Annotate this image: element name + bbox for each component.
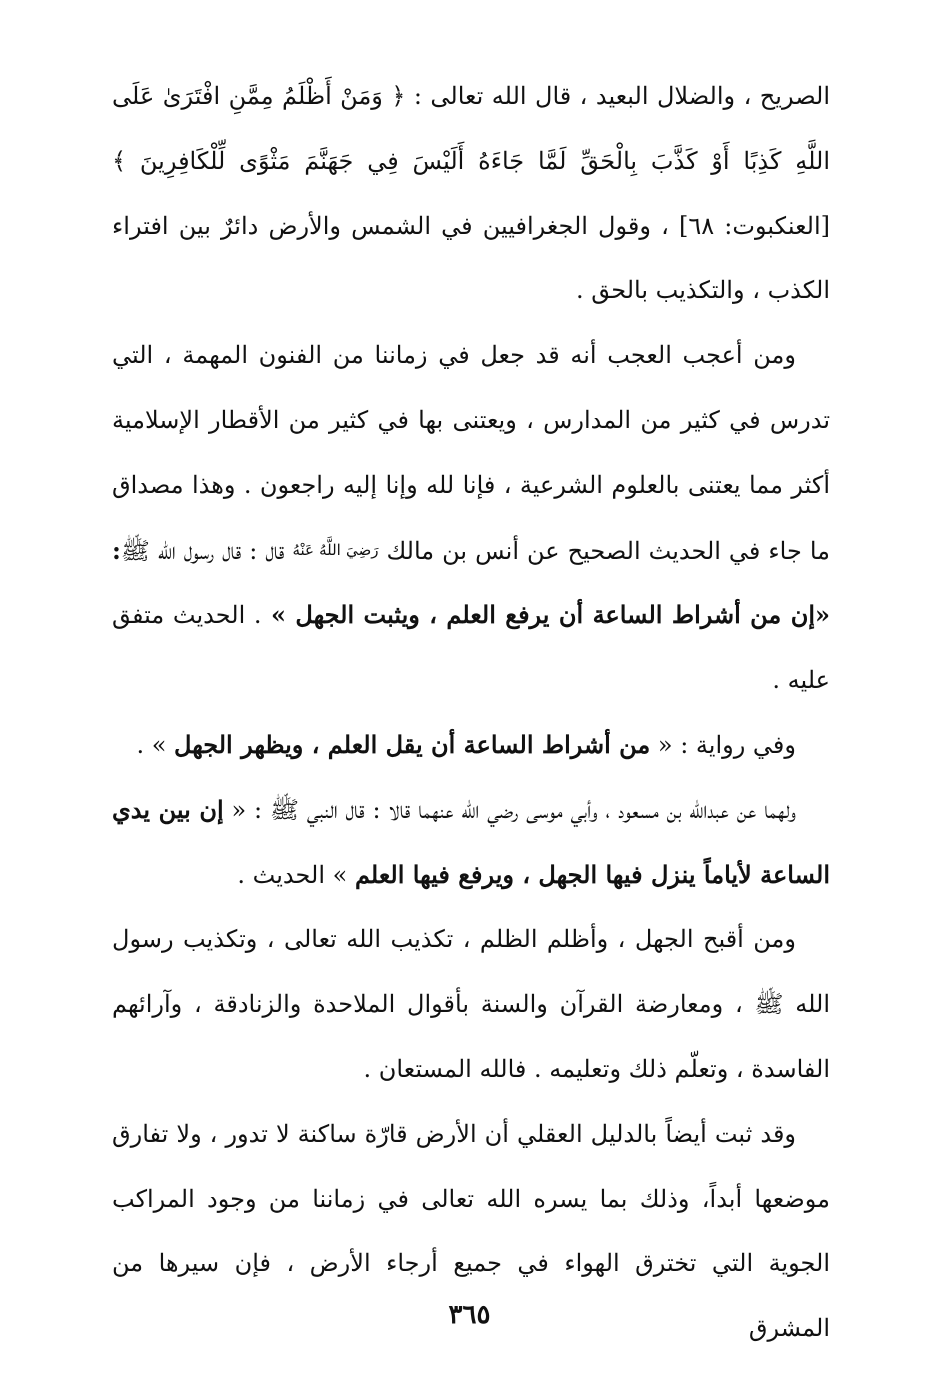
para4-text: ولهما عن عبدالله بن مسعود ، وأبي موسى رضي الله عنهما قالا : قال النبي ﷺ : « [223, 795, 796, 824]
para1-text-continued: [العنكبوت: ٦٨] ، وقول الجغرافيين في الشمس والأرض دائرٌ بين افتراء الكذب ، والتكذيب بالحق . [112, 211, 830, 305]
para2-text-end: . الحديث متفق عليه . [112, 601, 830, 695]
para1-text: الصريح ، والضلال البعيد ، قال الله تعالى : [405, 82, 830, 110]
honorific-symbol: رَضِيَ اللَّهُ عَنْهُ [292, 540, 379, 559]
hadith-quote-3: إن بين يدي الساعة لأياماً ينزل فيها الجهل ، ويرفع فيها العلم [112, 794, 830, 889]
hadith-quote-2: من أشراط الساعة أن يقل العلم ، ويظهر الجهل [174, 729, 651, 759]
para2-text: ومن أعجب العجب أنه قد جعل في زماننا من الفنون المهمة ، التي تدرس في كثير من المدارس ، ويعتنى بها في كثير من الأقطار الإسلامية أكثر مما يعتنى بالعلوم الشرعية ، فإنا لله وإنا إليه راجعون . وهذا مصداق ما جاء في الحديث الصحيح عن أنس بن مالك [112, 341, 830, 565]
para3-text: وفي رواية : « [650, 730, 796, 759]
paragraph-4 [112, 778, 830, 908]
para3-text-end: » . [136, 730, 175, 759]
paragraph-2 [112, 323, 830, 713]
para6-text: وقد ثبت أيضاً بالدليل العقلي أن الأرض قارّة ساكنة لا تدور ، ولا تفارق موضعها أبداً، وذلك بما يسره الله تعالى في زماننا من وجود المراكب الجوية التي تخترق الهواء في جميع أرجاء الأرض ، فإن سيرها من المشرق [112, 1119, 830, 1343]
quran-verse: ﴿ وَمَنْ أَظْلَمُ مِمَّنِ افْتَرَىٰ عَلَى اللَّهِ كَذِبًا أَوْ كَذَّبَ بِالْحَقِّ لَمَّا جَاءَهُ أَلَيْسَ فِي جَهَنَّمَ مَثْوًى لِّلْكَافِرِينَ ﴾ [112, 82, 830, 175]
salutation-symbol: ﷺ [120, 536, 150, 565]
para5-text: ومن أقبح الجهل ، وأظلم الظلم ، تكذيب الله تعالى ، وتكذيب رسول الله ﷺ ، ومعارضة القرآن والسنة بأقوال الملاحدة والزنادقة ، وآرائهم الفاسدة ، وتعلّم ذلك وتعليمه . فالله المستعان . [112, 925, 830, 1083]
paragraph-1 [112, 64, 830, 323]
page-number: ٣٦٥ [448, 1300, 491, 1330]
para4-text-end: » الحديث . [237, 860, 355, 889]
paragraph-3 [112, 713, 830, 778]
body-text [112, 64, 830, 1361]
hadith-quote: : «إن من أشراط الساعة أن يرفع العلم ، ويثبت الجهل » [112, 535, 830, 630]
paragraph-5 [112, 907, 830, 1101]
para2-text-mid: قال : قال رسول الله [149, 536, 293, 565]
